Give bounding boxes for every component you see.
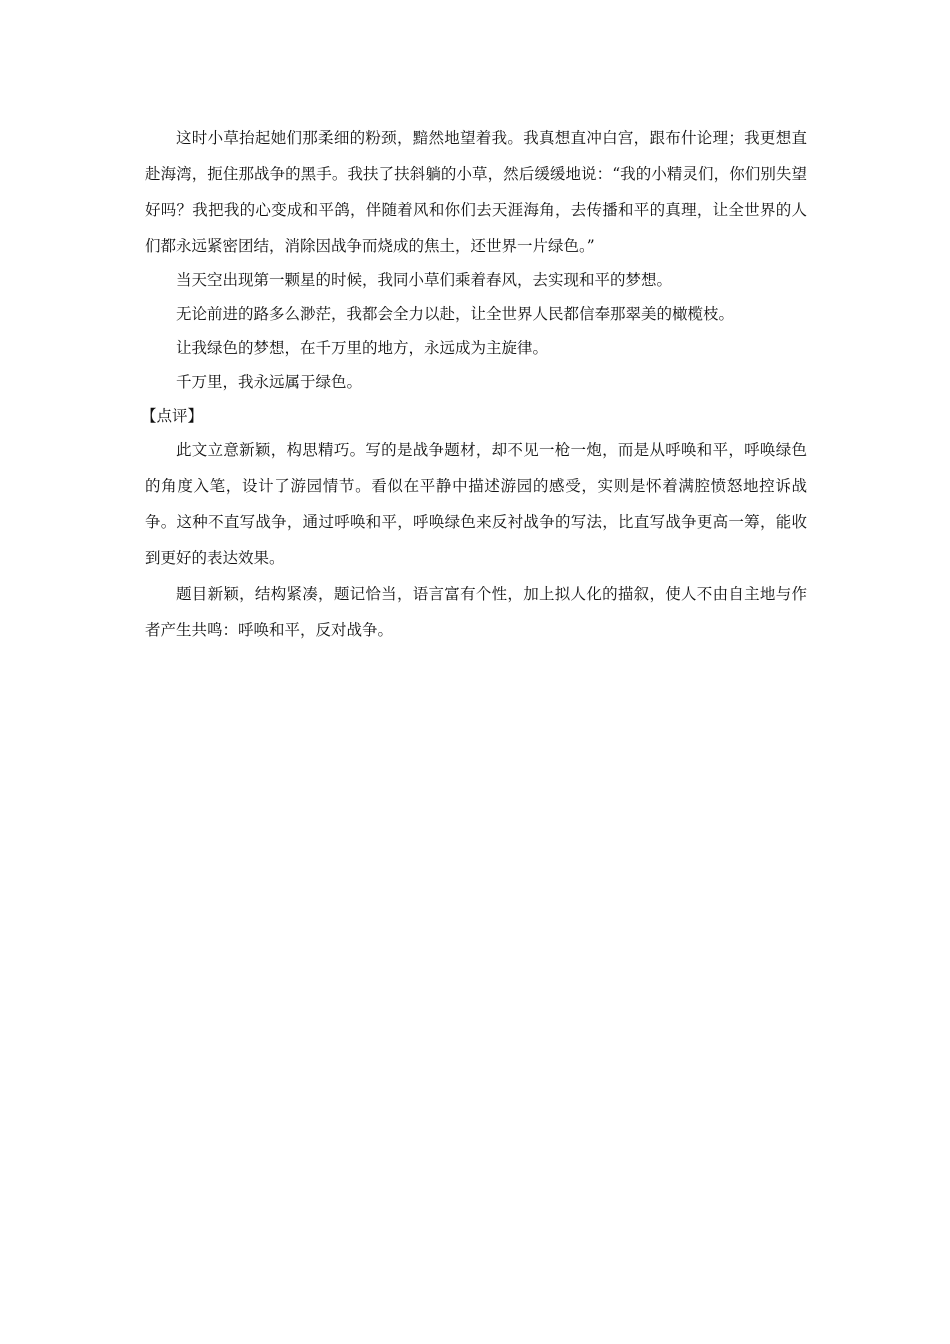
story-paragraph-5: 千万里，我永远属于绿色。 xyxy=(176,373,363,391)
comment-paragraph-1: 此文立意新颖，构思精巧。写的是战争题材，却不见一枪一炮，而是从呼唤和平，呼唤绿色的角度入笔，设计了游园情节。看似在平静中描述游园的感受，实则是怀着满腔愤怒地控诉战争。这种不直写战争，通过呼唤和平，呼唤绿色来反衬战争的写法，比直写战争更高一筹，能收到更好的表达效果。 xyxy=(145,441,807,567)
comment-heading: 【点评】 xyxy=(141,407,204,425)
story-paragraph-4: 让我绿色的梦想，在千万里的地方，永远成为主旋律。 xyxy=(176,339,549,357)
story-paragraph-1: 这时小草抬起她们那柔细的粉颈，黯然地望着我。我真想直冲白宫，跟布什论理；我更想直赴海湾，扼住那战争的黑手。我扶了扶斜躺的小草，然后缓缓地说：“我的小精灵们，你们别失望好吗？我把我的心变成和平鸽，伴随着风和你们去天涯海角，去传播和平的真理，让全世界的人们都永远紧密团结，消除因战争而烧成的焦土，还世界一片绿色。” xyxy=(145,129,807,255)
comment-paragraph-2: 题目新颖，结构紧凑，题记恰当，语言富有个性，加上拟人化的描叙，使人不由自主地与作者产生共鸣：呼唤和平，反对战争。 xyxy=(145,585,807,639)
story-paragraph-3: 无论前进的路多么渺茫，我都会全力以赴，让全世界人民都信奉那翠美的橄榄枝。 xyxy=(176,305,735,323)
document-body xyxy=(141,120,807,648)
story-paragraph-2: 当天空出现第一颗星的时候，我同小草们乘着春风，去实现和平的梦想。 xyxy=(176,271,673,289)
